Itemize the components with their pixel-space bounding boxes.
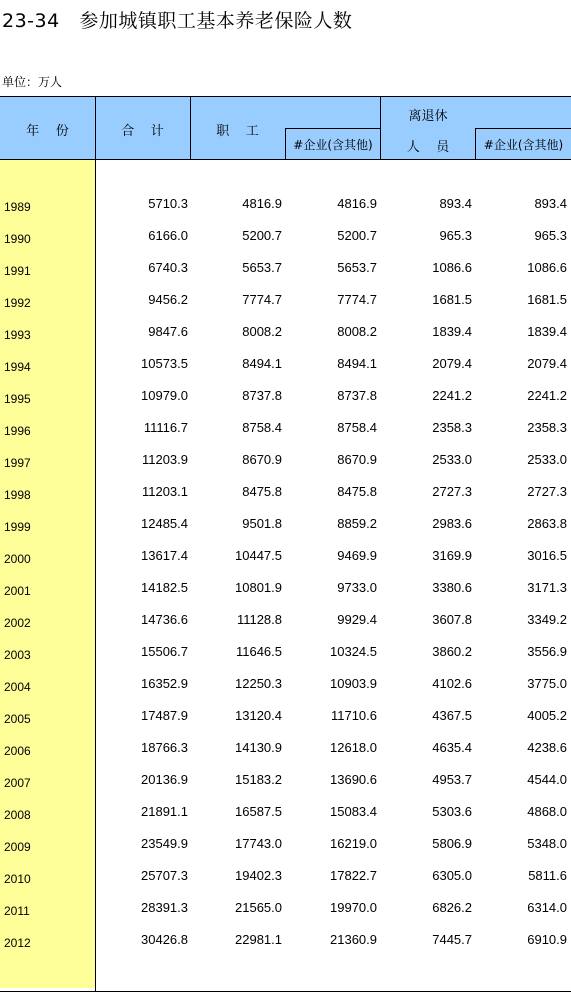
workers-cell: 8475.8 bbox=[242, 484, 282, 499]
total-cell: 30426.8 bbox=[141, 932, 188, 947]
header-top-border bbox=[0, 96, 571, 97]
workers-cell: 11646.5 bbox=[235, 644, 282, 659]
retirees-ent-cell: 4238.6 bbox=[527, 740, 567, 755]
workers-ent-cell: 8008.2 bbox=[337, 324, 377, 339]
year-cell: 2001 bbox=[4, 584, 31, 598]
table-row bbox=[0, 580, 571, 612]
workers-ent-cell: 13690.6 bbox=[330, 772, 377, 787]
retirees-cell: 3607.8 bbox=[432, 612, 472, 627]
retirees-ent-cell: 2079.4 bbox=[527, 356, 567, 371]
table-row bbox=[0, 932, 571, 964]
retirees-ent-cell: 965.3 bbox=[534, 228, 567, 243]
retirees-cell: 1086.6 bbox=[432, 260, 472, 275]
year-cell: 1994 bbox=[4, 360, 31, 374]
year-cell: 2000 bbox=[4, 552, 31, 566]
retirees-cell: 4102.6 bbox=[432, 676, 472, 691]
year-cell: 1990 bbox=[4, 232, 31, 246]
header-retirees-top: 离退休 bbox=[408, 109, 448, 124]
year-cell: 2006 bbox=[4, 744, 31, 758]
header-workers: 职 工 bbox=[216, 124, 259, 139]
table-row bbox=[0, 740, 571, 772]
table-row bbox=[0, 900, 571, 932]
total-cell: 11203.9 bbox=[141, 452, 188, 467]
year-cell: 1997 bbox=[4, 456, 31, 470]
workers-ent-cell: 15083.4 bbox=[330, 804, 377, 819]
year-cell: 2008 bbox=[4, 808, 31, 822]
header-retirees-bottom: 人 员 bbox=[406, 140, 450, 155]
total-cell: 25707.3 bbox=[141, 868, 188, 883]
table-row bbox=[0, 516, 571, 548]
workers-cell: 8494.1 bbox=[242, 356, 282, 371]
retirees-ent-cell: 4868.0 bbox=[527, 804, 567, 819]
workers-cell: 8758.4 bbox=[242, 420, 282, 435]
workers-cell: 11128.8 bbox=[236, 612, 282, 627]
workers-ent-cell: 19970.0 bbox=[330, 900, 377, 915]
table-row bbox=[0, 644, 571, 676]
retirees-ent-cell: 3556.9 bbox=[527, 644, 567, 659]
workers-cell: 8737.8 bbox=[242, 388, 282, 403]
retirees-cell: 965.3 bbox=[439, 228, 472, 243]
total-cell: 6740.3 bbox=[148, 260, 188, 275]
retirees-cell: 7445.7 bbox=[432, 932, 472, 947]
retirees-cell: 3169.9 bbox=[432, 548, 472, 563]
year-cell: 1992 bbox=[4, 296, 31, 310]
workers-cell: 5200.7 bbox=[242, 228, 282, 243]
retirees-ent-cell: 4544.0 bbox=[527, 772, 567, 787]
workers-ent-cell: 8758.4 bbox=[337, 420, 377, 435]
total-cell: 14736.6 bbox=[141, 612, 188, 627]
workers-cell: 14130.9 bbox=[235, 740, 282, 755]
workers-cell: 17743.0 bbox=[235, 836, 282, 851]
retirees-ent-cell: 893.4 bbox=[534, 196, 567, 211]
total-cell: 9456.2 bbox=[148, 292, 188, 307]
workers-cell: 8008.2 bbox=[242, 324, 282, 339]
total-cell: 11116.7 bbox=[143, 420, 188, 435]
total-cell: 6166.0 bbox=[148, 228, 188, 243]
workers-cell: 10801.9 bbox=[235, 580, 282, 595]
total-cell: 13617.4 bbox=[141, 548, 188, 563]
total-cell: 10979.0 bbox=[141, 388, 188, 403]
data-table bbox=[0, 96, 571, 993]
table-row bbox=[0, 324, 571, 356]
workers-cell: 12250.3 bbox=[235, 676, 282, 691]
year-cell: 1999 bbox=[4, 520, 31, 534]
table-row bbox=[0, 196, 571, 228]
table-row bbox=[0, 228, 571, 260]
year-cell: 1995 bbox=[4, 392, 31, 406]
retirees-ent-cell: 5348.0 bbox=[527, 836, 567, 851]
table-row bbox=[0, 772, 571, 804]
year-cell: 2003 bbox=[4, 648, 31, 662]
retirees-cell: 5806.9 bbox=[432, 836, 472, 851]
workers-ent-cell: 8494.1 bbox=[337, 356, 377, 371]
retirees-ent-cell: 3016.5 bbox=[527, 548, 567, 563]
workers-ent-cell: 8475.8 bbox=[337, 484, 377, 499]
table-row bbox=[0, 356, 571, 388]
header-sub-border-retirees bbox=[475, 128, 571, 129]
retirees-ent-cell: 2863.8 bbox=[527, 516, 567, 531]
year-cell: 1993 bbox=[4, 328, 31, 342]
workers-ent-cell: 21360.9 bbox=[330, 932, 377, 947]
year-cell: 2011 bbox=[4, 904, 30, 918]
workers-cell: 21565.0 bbox=[235, 900, 282, 915]
year-cell: 2012 bbox=[4, 936, 31, 950]
retirees-ent-cell: 4005.2 bbox=[527, 708, 567, 723]
retirees-ent-cell: 6314.0 bbox=[527, 900, 567, 915]
header-total: 合 计 bbox=[121, 124, 164, 139]
retirees-ent-cell: 1839.4 bbox=[527, 324, 567, 339]
retirees-cell: 2983.6 bbox=[432, 516, 472, 531]
retirees-cell: 4953.7 bbox=[432, 772, 472, 787]
year-cell: 1996 bbox=[4, 424, 31, 438]
table-row bbox=[0, 708, 571, 740]
total-cell: 28391.3 bbox=[141, 900, 188, 915]
header-year: 年 份 bbox=[26, 124, 69, 139]
retirees-ent-cell: 2241.2 bbox=[527, 388, 567, 403]
unit-label: 单位：万人 bbox=[2, 75, 63, 89]
retirees-cell: 4367.5 bbox=[432, 708, 472, 723]
retirees-cell: 2079.4 bbox=[432, 356, 472, 371]
table-row bbox=[0, 260, 571, 292]
workers-ent-cell: 12618.0 bbox=[330, 740, 377, 755]
retirees-ent-cell: 2727.3 bbox=[527, 484, 567, 499]
year-cell: 2004 bbox=[4, 680, 31, 694]
year-cell: 1991 bbox=[4, 264, 31, 278]
retirees-cell: 6305.0 bbox=[432, 868, 472, 883]
workers-ent-cell: 16219.0 bbox=[330, 836, 377, 851]
workers-cell: 10447.5 bbox=[235, 548, 282, 563]
total-cell: 23549.9 bbox=[141, 836, 188, 851]
page-title: 23-34 参加城镇职工基本养老保险人数 bbox=[2, 10, 353, 32]
total-cell: 16352.9 bbox=[141, 676, 188, 691]
year-cell: 2010 bbox=[4, 872, 31, 886]
workers-ent-cell: 10324.5 bbox=[330, 644, 377, 659]
retirees-cell: 2727.3 bbox=[432, 484, 472, 499]
table-row bbox=[0, 452, 571, 484]
year-cell: 2007 bbox=[4, 776, 31, 790]
retirees-ent-cell: 5811.6 bbox=[528, 868, 567, 883]
retirees-ent-cell: 3775.0 bbox=[527, 676, 567, 691]
retirees-cell: 6826.2 bbox=[432, 900, 472, 915]
retirees-cell: 2358.3 bbox=[432, 420, 472, 435]
year-cell: 2005 bbox=[4, 712, 31, 726]
header-workers-enterprise: #企业(含其他) bbox=[293, 138, 373, 152]
year-cell: 1989 bbox=[4, 200, 31, 214]
workers-cell: 22981.1 bbox=[235, 932, 282, 947]
workers-ent-cell: 8859.2 bbox=[337, 516, 377, 531]
table-row bbox=[0, 388, 571, 420]
total-cell: 15506.7 bbox=[141, 644, 188, 659]
table-row bbox=[0, 420, 571, 452]
workers-ent-cell: 7774.7 bbox=[337, 292, 377, 307]
workers-ent-cell: 9929.4 bbox=[337, 612, 377, 627]
workers-cell: 15183.2 bbox=[235, 772, 282, 787]
total-cell: 17487.9 bbox=[141, 708, 188, 723]
table-row bbox=[0, 804, 571, 836]
workers-ent-cell: 5200.7 bbox=[337, 228, 377, 243]
total-cell: 11203.1 bbox=[141, 484, 188, 499]
retirees-cell: 3380.6 bbox=[432, 580, 472, 595]
workers-ent-cell: 9733.0 bbox=[337, 580, 377, 595]
workers-cell: 13120.4 bbox=[235, 708, 282, 723]
total-cell: 10573.5 bbox=[141, 356, 188, 371]
workers-cell: 9501.8 bbox=[242, 516, 282, 531]
retirees-ent-cell: 3171.3 bbox=[527, 580, 567, 595]
total-cell: 20136.9 bbox=[141, 772, 188, 787]
retirees-ent-cell: 1681.5 bbox=[527, 292, 567, 307]
table-row bbox=[0, 484, 571, 516]
workers-ent-cell: 8737.8 bbox=[337, 388, 377, 403]
header-retirees-enterprise: #企业(含其他) bbox=[483, 138, 564, 152]
workers-ent-cell: 5653.7 bbox=[337, 260, 377, 275]
workers-cell: 5653.7 bbox=[242, 260, 282, 275]
workers-ent-cell: 11710.6 bbox=[330, 708, 377, 723]
retirees-cell: 1681.5 bbox=[432, 292, 472, 307]
retirees-ent-cell: 2533.0 bbox=[527, 452, 567, 467]
table-row bbox=[0, 676, 571, 708]
year-cell: 2009 bbox=[4, 840, 31, 854]
header-sub-border-workers bbox=[285, 128, 381, 129]
workers-ent-cell: 9469.9 bbox=[337, 548, 377, 563]
retirees-ent-cell: 3349.2 bbox=[527, 612, 567, 627]
table-row bbox=[0, 612, 571, 644]
retirees-cell: 1839.4 bbox=[432, 324, 472, 339]
workers-cell: 19402.3 bbox=[235, 868, 282, 883]
workers-cell: 7774.7 bbox=[242, 292, 282, 307]
total-cell: 12485.4 bbox=[141, 516, 188, 531]
workers-ent-cell: 10903.9 bbox=[330, 676, 377, 691]
workers-cell: 8670.9 bbox=[242, 452, 282, 467]
workers-cell: 16587.5 bbox=[235, 804, 282, 819]
retirees-ent-cell: 1086.6 bbox=[527, 260, 567, 275]
retirees-cell: 4635.4 bbox=[432, 740, 472, 755]
table-row bbox=[0, 836, 571, 868]
table-row bbox=[0, 868, 571, 900]
retirees-cell: 5303.6 bbox=[432, 804, 472, 819]
total-cell: 18766.3 bbox=[141, 740, 188, 755]
retirees-ent-cell: 2358.3 bbox=[527, 420, 567, 435]
total-cell: 14182.5 bbox=[141, 580, 188, 595]
retirees-cell: 893.4 bbox=[439, 196, 472, 211]
workers-ent-cell: 4816.9 bbox=[337, 196, 377, 211]
table-row bbox=[0, 548, 571, 580]
retirees-cell: 3860.2 bbox=[432, 644, 472, 659]
retirees-cell: 2241.2 bbox=[432, 388, 472, 403]
table-row bbox=[0, 292, 571, 324]
year-cell: 1998 bbox=[4, 488, 31, 502]
year-cell: 2002 bbox=[4, 616, 31, 630]
workers-cell: 4816.9 bbox=[242, 196, 282, 211]
retirees-cell: 2533.0 bbox=[432, 452, 472, 467]
workers-ent-cell: 17822.7 bbox=[330, 868, 377, 883]
total-cell: 5710.3 bbox=[148, 196, 188, 211]
total-cell: 21891.1 bbox=[141, 804, 188, 819]
retirees-ent-cell: 6910.9 bbox=[527, 932, 567, 947]
table-bottom-border bbox=[0, 991, 571, 992]
workers-ent-cell: 8670.9 bbox=[337, 452, 377, 467]
total-cell: 9847.6 bbox=[148, 324, 188, 339]
